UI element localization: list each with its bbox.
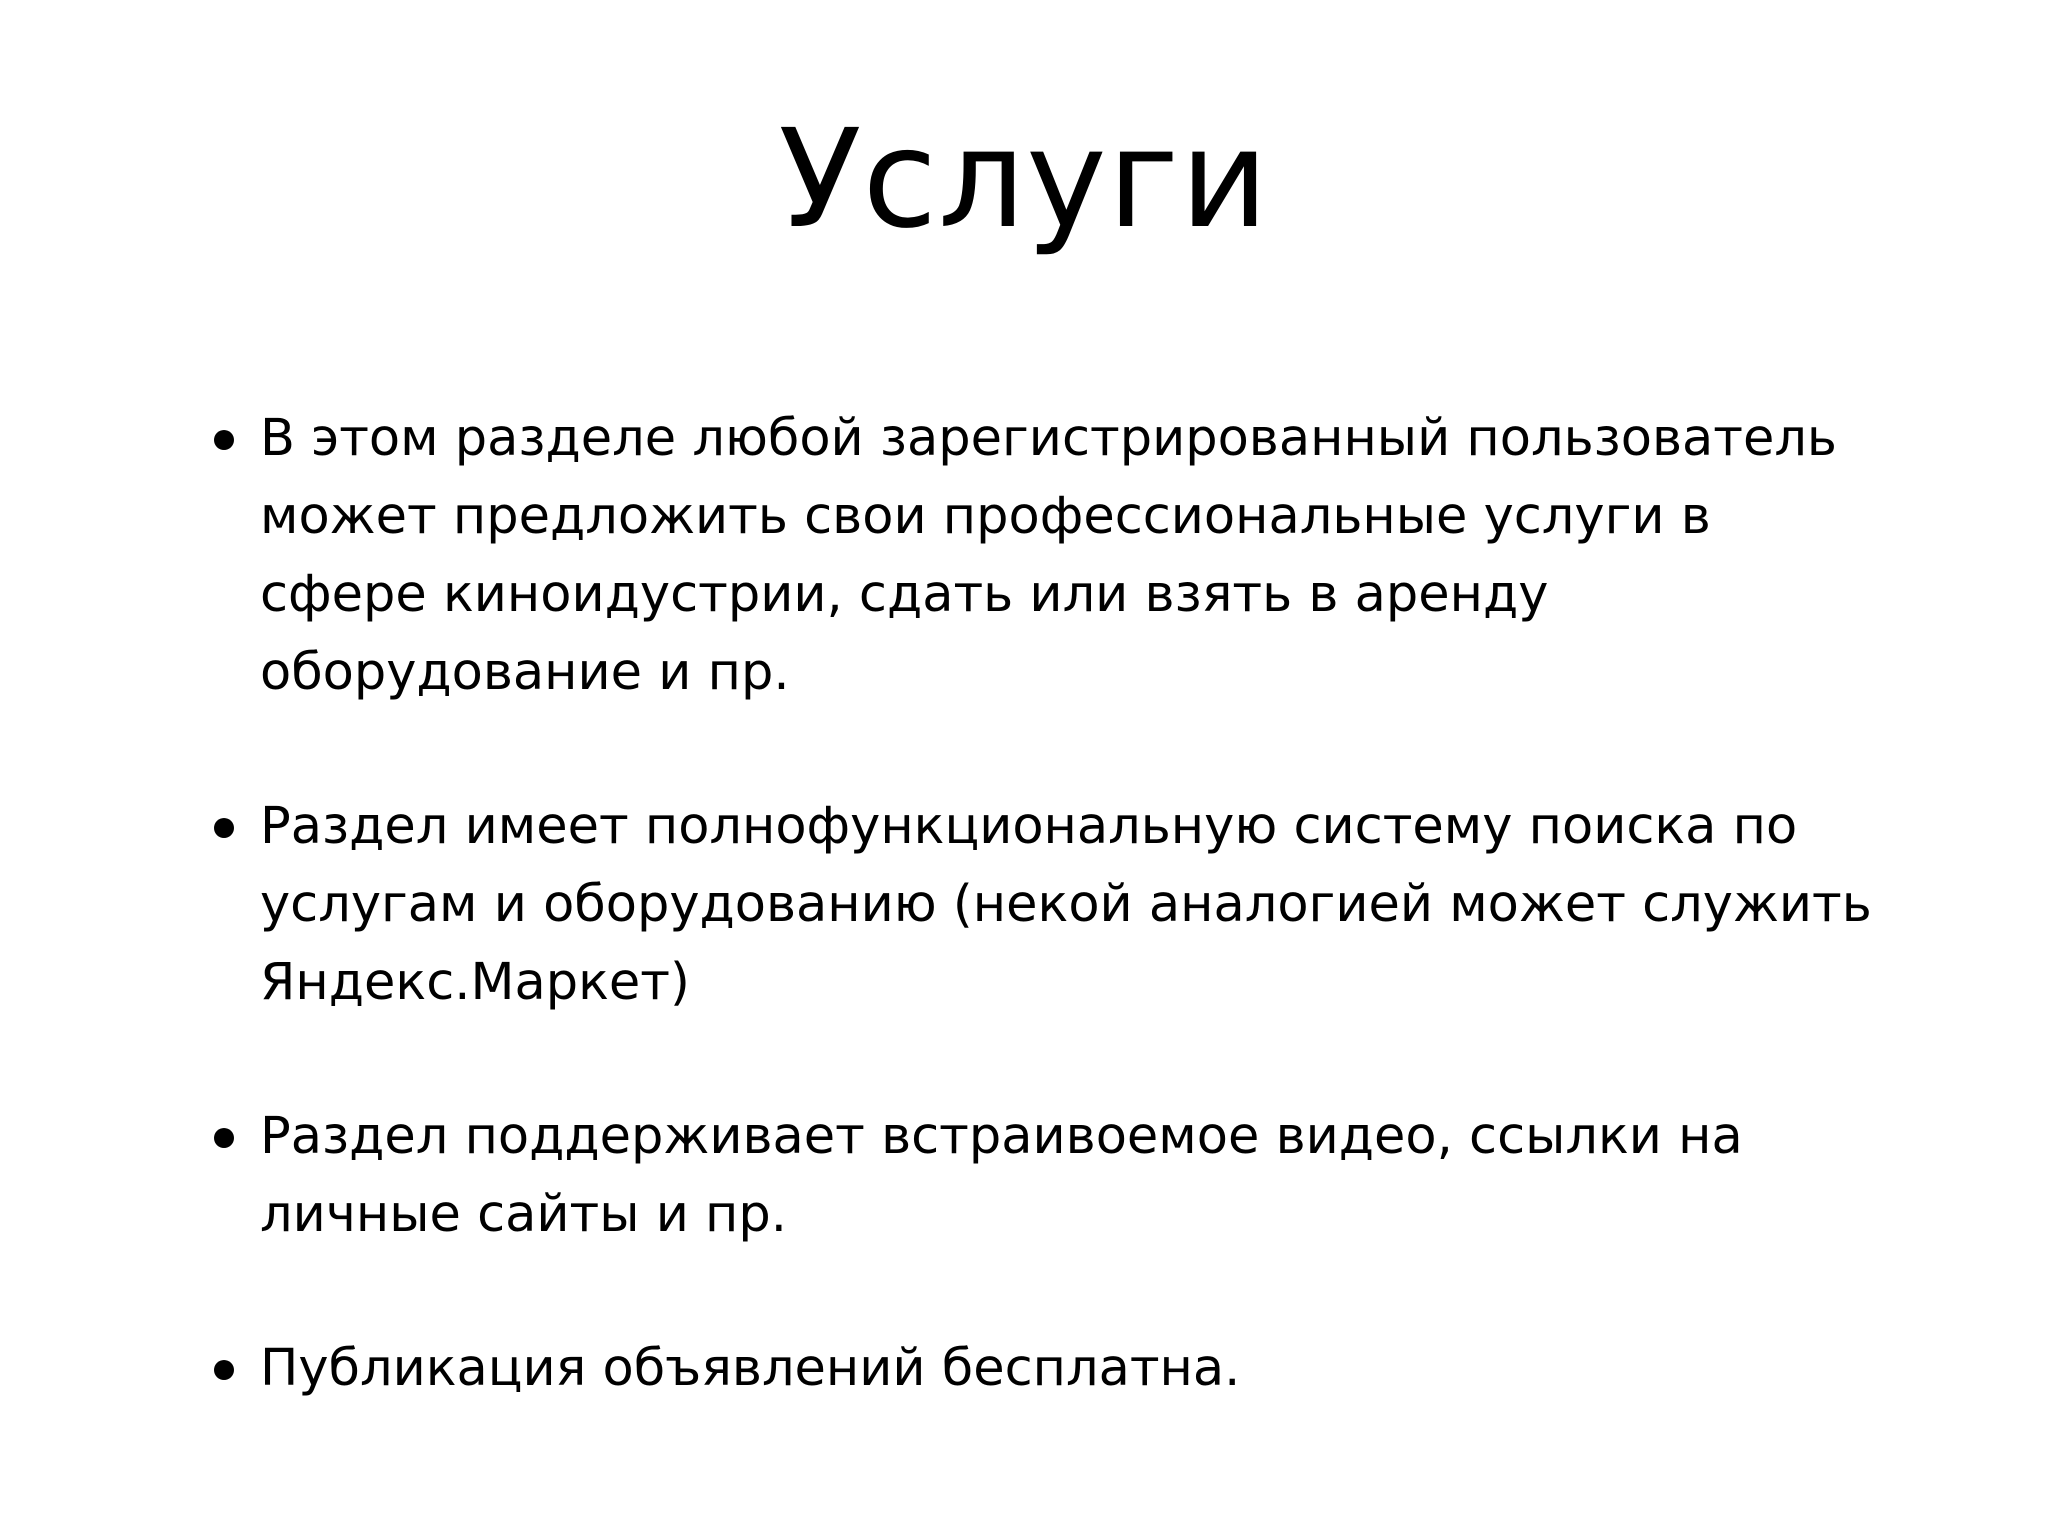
slide-title: Услуги <box>778 101 1270 259</box>
bullet-item <box>200 1098 1880 1254</box>
bullet-text: Раздел поддерживает встраивоемое видео, ссылки на личные сайты и пр. <box>260 1107 1743 1244</box>
bullet-dot-icon <box>214 818 234 838</box>
bullet-item <box>200 1330 1880 1408</box>
bullet-text: Публикация объявлений бесплатна. <box>260 1339 1241 1398</box>
bullet-item <box>200 400 1880 712</box>
bullet-text: В этом разделе любой зарегистрированный пользователь может предложить свои профессиональные услуги в сфере киноидустрии, сдать или взять в аренду оборудование и пр. <box>260 409 1837 702</box>
bullet-dot-icon <box>214 1360 234 1380</box>
bullet-dot-icon <box>214 1128 234 1148</box>
bullet-dot-icon <box>214 430 234 450</box>
bullet-text: Раздел имеет полнофункциональную систему поиска по услугам и оборудованию (некой аналогией может служить Яндекс.Маркет) <box>260 797 1872 1012</box>
bullet-list <box>200 400 1880 1408</box>
bullet-item <box>200 788 1880 1022</box>
